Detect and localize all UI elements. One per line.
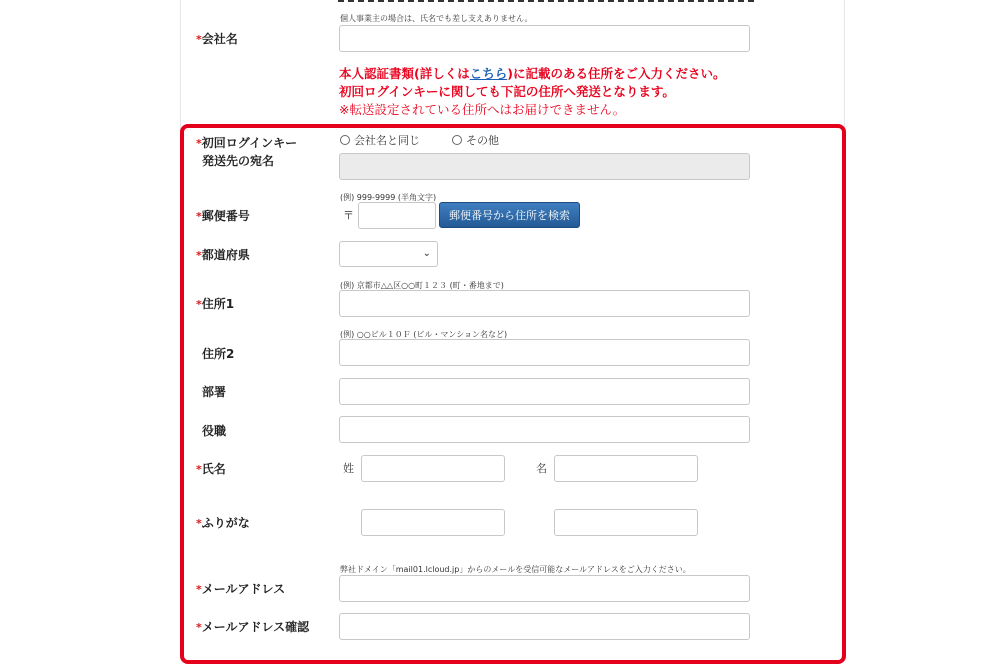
address1-input[interactable] [339, 290, 750, 317]
furigana-label: *ふりがな [196, 516, 250, 530]
radio-button[interactable] [452, 135, 462, 145]
notice-line3: ※転送設定されている住所へはお届けできません。 [339, 102, 626, 117]
radio-same-as-company[interactable]: 会社名と同じ [340, 132, 420, 148]
first-name-input[interactable] [554, 455, 698, 482]
recipient-input[interactable] [339, 153, 750, 180]
details-link[interactable]: こちら [469, 66, 508, 81]
furigana-first-input[interactable] [554, 509, 698, 536]
previous-field-border [338, 0, 754, 2]
email-hint: 弊社ドメイン「mail01.lcloud.jp」からのメールを受信可能なメールアドレスをご入力ください。 [340, 565, 691, 574]
notice-line2: 初回ログインキーに関しても下記の住所へ発送となります。 [339, 84, 675, 99]
prefecture-select[interactable] [339, 241, 438, 267]
recipient-label: *初回ログインキー [196, 136, 298, 150]
company-input[interactable] [339, 25, 750, 52]
position-input[interactable] [339, 416, 750, 443]
postal-label: *郵便番号 [196, 209, 250, 223]
department-label: 部署 [202, 385, 227, 399]
address2-hint: (例) ○○ビル１０Ｆ (ビル・マンション名など) [340, 330, 508, 339]
last-name-input[interactable] [361, 455, 505, 482]
last-name-label: 姓 [343, 462, 354, 475]
furigana-last-input[interactable] [361, 509, 505, 536]
address2-label: 住所2 [202, 347, 235, 361]
radio-button[interactable] [340, 135, 350, 145]
recipient-label-line2: 発送先の宛名 [202, 154, 275, 168]
position-label: 役職 [202, 424, 227, 438]
postal-input[interactable] [358, 202, 436, 229]
email-label: *メールアドレス [196, 582, 286, 596]
postal-search-button[interactable]: 郵便番号から住所を検索 [439, 202, 580, 228]
email-input[interactable] [339, 575, 750, 602]
prefecture-label: *都道府県 [196, 248, 250, 262]
name-label: *氏名 [196, 462, 226, 476]
address2-input[interactable] [339, 339, 750, 366]
radio-other[interactable]: その他 [452, 132, 499, 148]
chevron-down-icon: ⌄ [422, 248, 431, 259]
email-confirm-input[interactable] [339, 613, 750, 640]
required-mark: * [196, 33, 202, 46]
first-name-label: 名 [536, 462, 547, 475]
department-input[interactable] [339, 378, 750, 405]
address1-hint: (例) 京都市△△区○○町１２３ (町・番地まで) [340, 281, 504, 290]
postal-hint: (例) 999-9999 (半角文字) [340, 193, 437, 202]
company-label: *会社名 [196, 32, 238, 46]
email-confirm-label: *メールアドレス確認 [196, 620, 310, 634]
postal-mark: 〒 [343, 209, 354, 222]
notice-line1: 本人認証書類(詳しくはこちら)に記載のある住所をご入力ください。 [339, 66, 726, 81]
address1-label: *住所1 [196, 297, 235, 311]
company-hint: 個人事業主の場合は、氏名でも差し支えありません。 [340, 14, 533, 23]
